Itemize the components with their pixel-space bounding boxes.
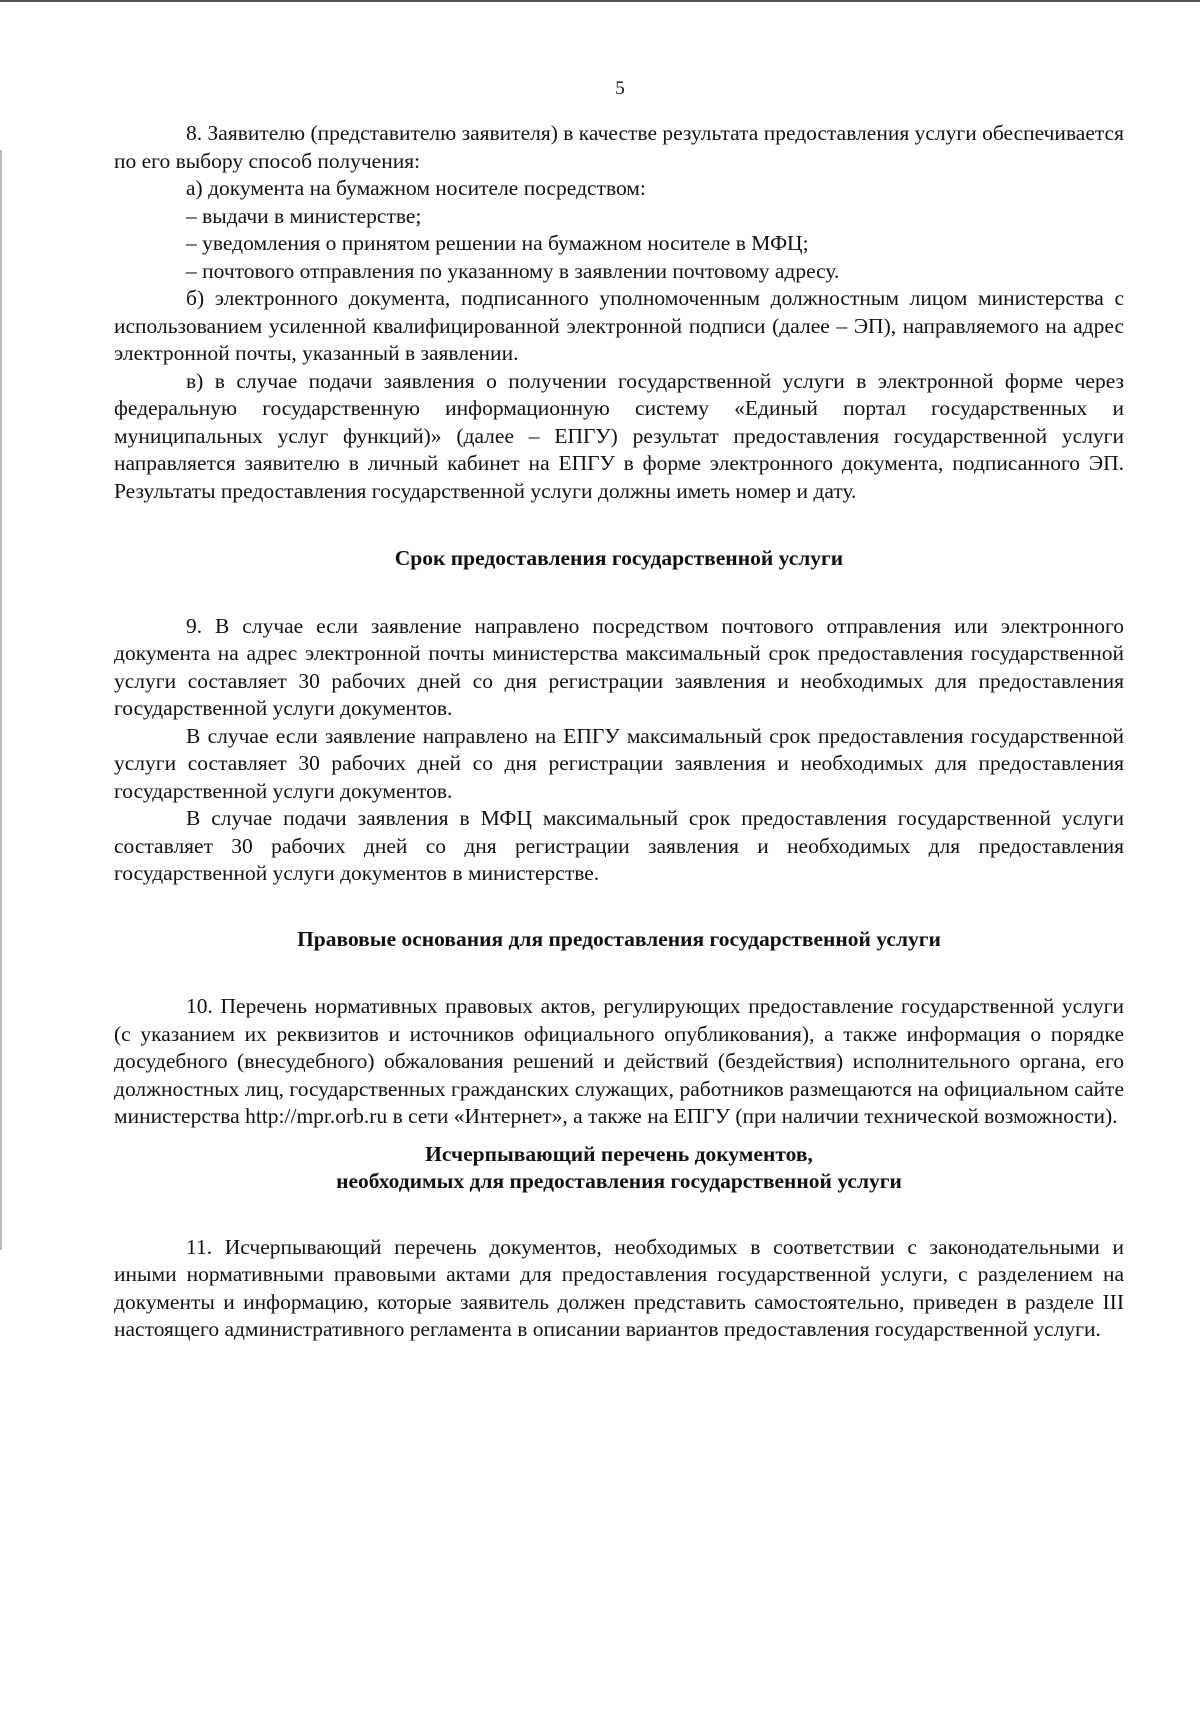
paragraph-9: 9. В случае если заявление направлено посредством почтового отправления или электронного документа на адрес электронной почты министерства максимальный срок предоставления государственной услуги составляет 30 рабочих дней со дня регистрации заявления и необходимых для предоставления государственной услуги документов.	[114, 613, 1124, 720]
heading-legal-basis: Правовые основания для предоставления государственной услуги	[297, 926, 941, 951]
paragraph-8c: в) в случае подачи заявления о получении государственной услуги в электронной форме через федеральную государственную информационную систему «Единый портал государственных и муниципальных услуг функций)» (далее – ЕПГУ) результат предоставления государственной услуги направляется заявителю в личный кабинет на ЕПГУ в форме электронного документа, подписанного ЭП. Результаты предоставления государственной услуги должны иметь номер и дату.	[114, 368, 1124, 503]
paragraph-9c: В случае подачи заявления в МФЦ максимальный срок предоставления государственной услуги составляет 30 рабочих дней со дня регистрации заявления и необходимых для предоставления государственной услуги документов в министерстве.	[114, 806, 1124, 885]
page-number: 5	[615, 78, 625, 99]
scan-edge-top	[0, 0, 1200, 2]
paragraph-9b: В случае если заявление направлено на ЕПГУ максимальный срок предоставления государственной услуги составляет 30 рабочих дней со дня регистрации заявления и необходимых для предоставления государственной услуги документов.	[114, 723, 1124, 803]
paragraph-8b: б) электронного документа, подписанного уполномоченным должностным лицом министерства с использованием усиленной квалифицированной электронной подписи (далее – ЭП), направляемого на адрес электронной почты, указанный в заявлении.	[114, 286, 1124, 365]
heading-document-list-line-2: необходимых для предоставления государственной услуги	[336, 1169, 902, 1193]
document-body	[114, 120, 1124, 1344]
paragraph-10: 10. Перечень нормативных правовых актов, регулирующих предоставление государственной услуги (с указанием их реквизитов и источников официального опубликования), а также информация о порядке досудебного (внесудебного) обжалования решений и действий (бездействия) исполнительного органа, его должностных лиц, государственных гражданских служащих, работников размещаются на официальном сайте министерства http://mpr.orb.ru в сети «Интернет», а также на ЕПГУ (при наличии технической возможности).	[114, 994, 1124, 1128]
heading-document-list	[114, 1141, 1124, 1196]
paragraph-8a-item-2: – уведомления о принятом решении на бумажном носителе в МФЦ;	[186, 231, 809, 255]
paragraph-8: 8. Заявителю (представителю заявителя) в качестве результата предоставления услуги обеспечивается по его выбору способ получения:	[114, 121, 1124, 173]
heading-service-term: Срок предоставления государственной услуги	[394, 546, 844, 570]
paragraph-8a: а) документа на бумажном носителе посредством:	[186, 176, 646, 200]
paragraph-11: 11. Исчерпывающий перечень документов, необходимых в соответствии с законодательными и иными нормативными правовыми актами для предоставления государственной услуги, с разделением на документы и информацию, которые заявитель должен представить самостоятельно, приведен в разделе III настоящего административного регламента в описании вариантов предоставления государственной услуги.	[114, 1234, 1124, 1341]
paragraph-8a-item-3: – почтового отправления по указанному в заявлении почтовому адресу.	[186, 258, 840, 283]
paragraph-8a-item-1: – выдачи в министерстве;	[186, 203, 422, 228]
scan-edge-left	[0, 150, 2, 1250]
heading-document-list-line-1: Исчерпывающий перечень документов,	[425, 1141, 813, 1166]
